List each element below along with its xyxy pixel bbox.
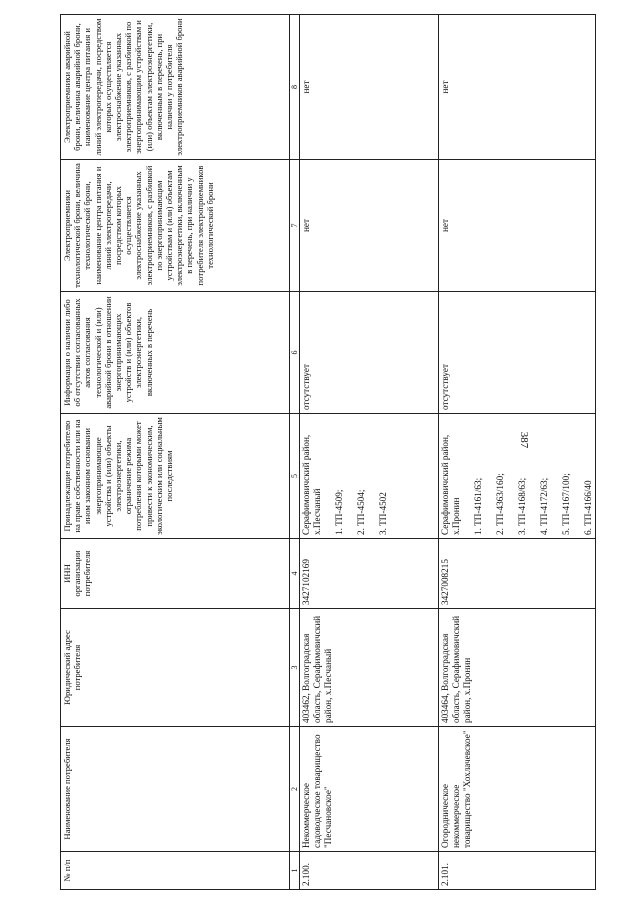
- consumer-name: Некоммерческое садоводческое товарищество "Песчановское": [300, 727, 439, 852]
- column-number: 2: [290, 727, 300, 852]
- header-cell: Принадлежащие потребителю на праве собственности или на ином законном основании энергопринимающие устройства и (или) объекты электроэнергетики, ограничение режима потребления которыми может привести к экономическим, экологическим или социальным последствиям: [61, 414, 290, 539]
- header-cell: Юридический адрес потребителя: [61, 609, 290, 727]
- tp-item: 2. ТП-4363/160;: [495, 473, 505, 535]
- row-number: 2.100.: [300, 852, 439, 890]
- tp-item: 1. ТП-4161/63;: [473, 477, 483, 535]
- page-number: 387: [518, 431, 530, 449]
- devices-area: Серафимовичский район, х.Песчаный: [301, 434, 322, 535]
- devices-cell: [439, 414, 596, 539]
- column-number: 7: [290, 160, 300, 292]
- emergency-reserve: нет: [439, 15, 596, 160]
- header-cell: ИНН организации потребителя: [61, 539, 290, 609]
- column-number: 5: [290, 414, 300, 539]
- acts-info: отсутствует: [439, 292, 596, 414]
- legal-address: 403462, Волгоградская область, Серафимовичский район, х.Песчаный: [300, 609, 439, 727]
- column-number: 3: [290, 609, 300, 727]
- column-number: 8: [290, 15, 300, 160]
- tp-item: 2. ТП-4504;: [356, 489, 366, 535]
- tech-reserve: нет: [439, 160, 596, 292]
- legal-address: 403464, Волгоградская область, Серафимовичский район, х.Пронин: [439, 609, 596, 727]
- table-row: [439, 15, 596, 890]
- column-number: 4: [290, 539, 300, 609]
- acts-info: отсутствует: [300, 292, 439, 414]
- header-cell: Наименование потребителя: [61, 727, 290, 852]
- inn: 3427008215: [439, 539, 596, 609]
- row-number: 2.101.: [439, 852, 596, 890]
- table-row: [300, 15, 439, 890]
- inn: 3427102169: [300, 539, 439, 609]
- header-cell: Электроприемники технологической брони, величина технологической брони, наименование центра питания и линий электропередачи, посредством которых осуществляется электроснабжение указанных электроприемников, с разбивкой по энергопринимающим устройствам и (или) объектам электроэнергетики, включенным в перечень, при наличии у потребителя электроприемников технологической брони: [61, 160, 290, 292]
- header-cell: № п/п: [61, 852, 290, 890]
- consumer-name: Огородническое некоммерческое товарищество "Хохлачевское": [439, 727, 596, 852]
- rotated-table-wrap: [60, 15, 630, 890]
- header-row: [61, 15, 290, 890]
- tp-item: 4. ТП-4172/63;: [539, 477, 549, 535]
- devices-cell: [300, 414, 439, 539]
- tp-item: 6. ТП-4166/40: [583, 480, 593, 535]
- column-number-row: [290, 15, 300, 890]
- column-number: 6: [290, 292, 300, 414]
- tp-item: 1. ТП-4509;: [334, 489, 344, 535]
- devices-area: Серафимовичский район, х.Пронин: [440, 434, 461, 535]
- header-cell: Электроприемники аварийной брони, величина аварийной брони, наименование центра питания и линий электропередачи, посредством которых осуществляется электроснабжение указанных электроприемников, с разбивкой по энергопринимающим устройствам и (или) объектам электроэнергетики, включенным в перечень, при наличии у потребителя электроприемников аварийной брони: [61, 15, 290, 160]
- tp-item: 5. ТП-4167/100;: [561, 473, 571, 535]
- tp-item: 3. ТП-4502: [378, 492, 388, 535]
- column-number: 1: [290, 852, 300, 890]
- consumers-table: [60, 14, 596, 890]
- tp-item: 3. ТП-4168/63;: [517, 477, 527, 535]
- emergency-reserve: нет: [300, 15, 439, 160]
- header-cell: Информация о наличии либо об отсутствии согласованных актов согласования технологической и (или) аварийной брони в отношении энергопринимающих устройств и (или) объектов электроэнергетики, включенных в перечень: [61, 292, 290, 414]
- tech-reserve: нет: [300, 160, 439, 292]
